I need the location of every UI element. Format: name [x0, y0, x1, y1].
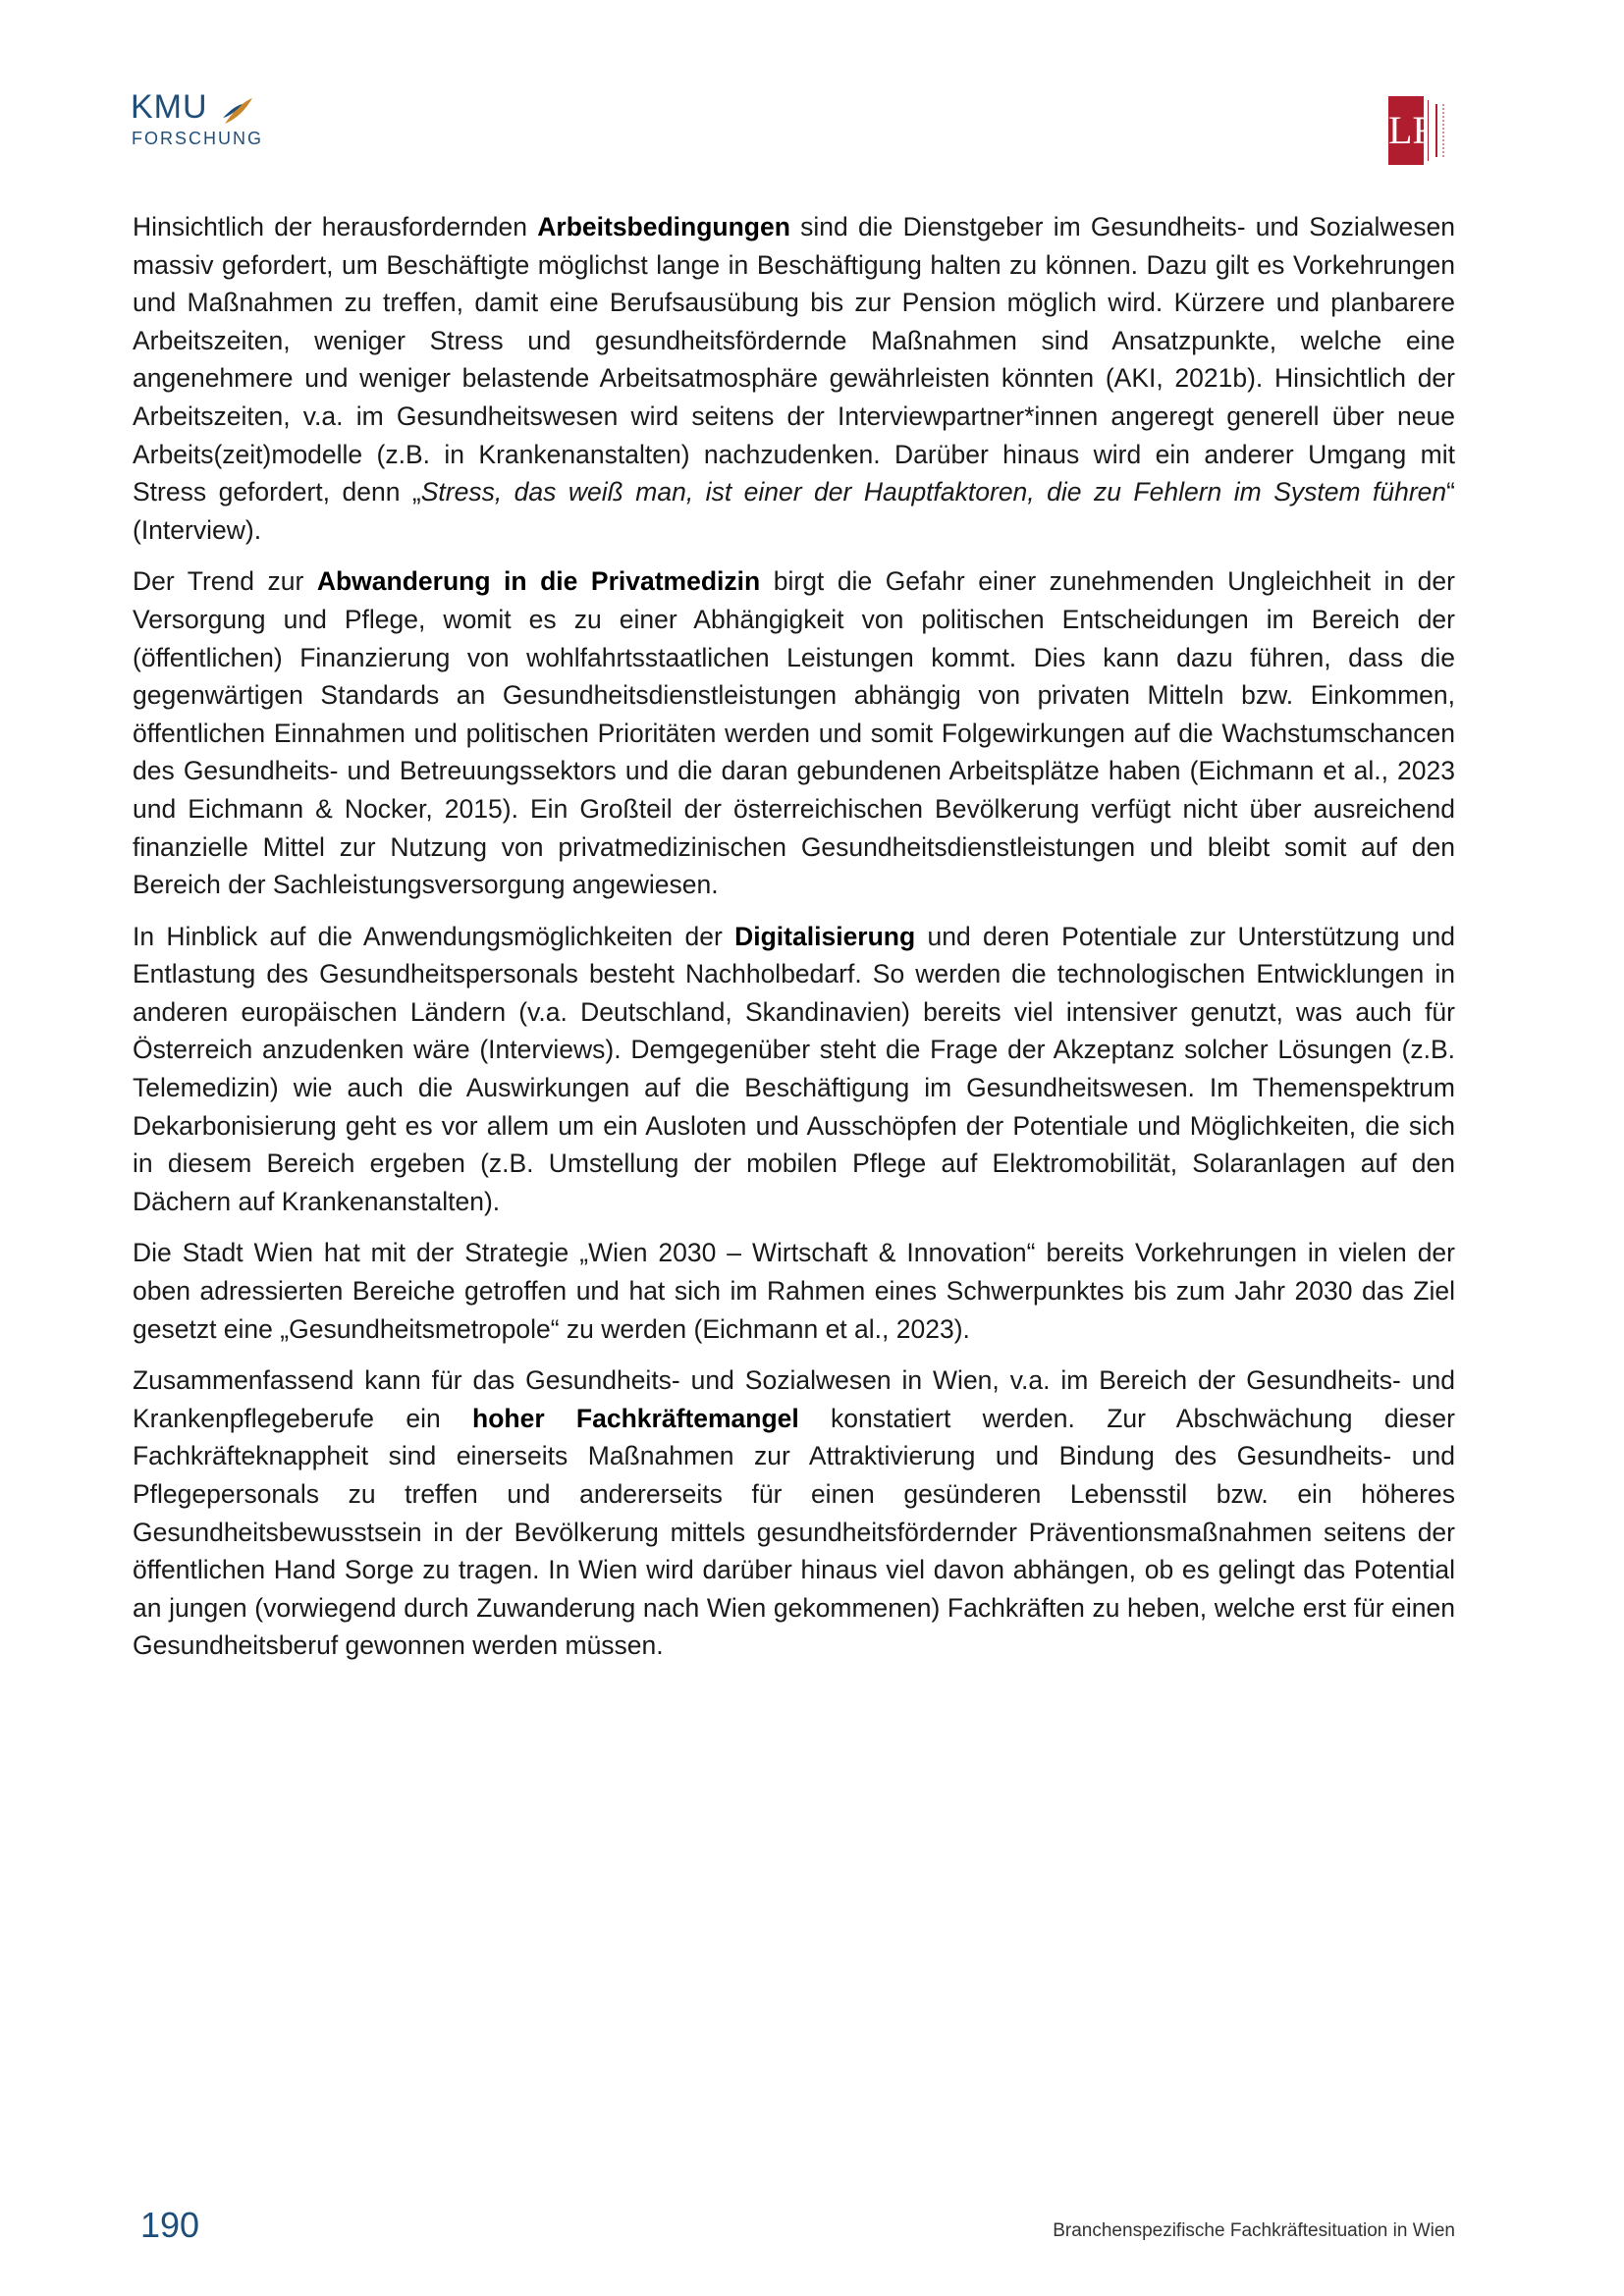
interview-quote: Stress, das weiß man, ist einer der Hauptfaktoren, die zu Fehlern im System führen	[420, 477, 1447, 507]
kmu-forschung-logo	[131, 90, 278, 159]
paragraph-1	[133, 208, 1455, 549]
text-run: konstatiert werden. Zur Abschwächung dieser Fachkräfteknappheit sind einerseits Maßnahmen zur Attraktivierung und Bindung des Gesundheits- und Pflegepersonals zu treffen und andererseits für einen gesünderen Lebensstil bzw. ein höheres Gesundheitsbewusstsein in der Bevölkerung mittels gesundheitsfördernder Präventionsmaßnahmen seitens der öffentlichen Hand Sorge zu tragen. In Wien wird darüber hinaus viel davon abhängen, ob es gelingt das Potential an jungen (vorwiegend durch Zuwanderung nach Wien gekommenen) Fachkräften zu heben, welche erst für einen Gesundheitsberuf gewonnen werden müssen.	[133, 1403, 1455, 1661]
emphasis-term: hoher Fachkräftemangel	[472, 1403, 799, 1433]
text-run: Hinsichtlich der herausfordernden	[133, 212, 538, 241]
kmu-logo-subtitle: FORSCHUNG	[132, 129, 263, 148]
text-run: “ (Interview).	[133, 477, 1455, 545]
lr-sozialforschung-logo	[1388, 96, 1453, 165]
text-run: birgt die Gefahr einer zunehmenden Ungleichheit in der Versorgung und Pflege, womit es zu einer Abhängigkeit von politischen Entscheidungen im Bereich der (öffentlichen) Finanzierung von wohlfahrtsstaatlichen Leistungen kommt. Dies kann dazu führen, dass die gegenwärtigen Standards an Gesundheitsdienstleistungen abhängig von privaten Mitteln bzw. Einkommen, öffentlichen Einnahmen und politischen Prioritäten werden und somit Folgewirkungen auf die Wachstumschancen des Gesundheits- und Betreuungssektors und die daran gebundenen Arbeitsplätze haben (Eichmann et al., 2023 und Eichmann & Nocker, 2015). Ein Großteil der österreichischen Bevölkerung verfügt nicht über ausreichend finanzielle Mittel zur Nutzung von privatmedizinischen Gesundheitsdienstleistungen und bleibt somit auf den Bereich der Sachleistungsversorgung angewiesen.	[133, 566, 1455, 900]
page-number: 190	[140, 2205, 200, 2245]
text-run: Zusammenfassend kann für das Gesundheits- und Sozialwesen in Wien, v.a. im Bereich der Gesundheits- und Krankenpflegeberufe ein	[133, 1365, 1455, 1433]
text-run: sind die Dienstgeber im Gesundheits- und Sozialwesen massiv gefordert, um Beschäftigte möglichst lange in Beschäftigung halten zu können. Dazu gilt es Vorkehrungen und Maßnahmen zu treffen, damit eine Berufsausübung bis zur Pension möglich wird. Kürzere und planbarere Arbeitszeiten, weniger Stress und gesundheitsfördernde Maßnahmen sind Ansatzpunkte, welche eine angenehmere und weniger belastende Arbeitsatmosphäre gewährleisten könnten (AKI, 2021b). Hinsichtlich der Arbeitszeiten, v.a. im Gesundheitswesen wird seitens der Interviewpartner*innen angeregt generell über neue Arbeits(zeit)modelle (z.B. in Krankenanstalten) nachzudenken. Darüber hinaus wird ein anderer Umgang mit Stress gefordert, denn „	[133, 212, 1456, 507]
leaf-icon	[221, 94, 256, 128]
kmu-logo-word: KMU	[131, 88, 208, 126]
text-run: In Hinblick auf die Anwendungsmöglichkeiten der	[133, 921, 735, 951]
lr-logo-side-text-graphic	[1429, 100, 1450, 161]
text-run: Die Stadt Wien hat mit der Strategie „Wien 2030 – Wirtschaft & Innovation“ bereits Vorkehrungen in vielen der oben adressierten Bereiche getroffen und hat sich im Rahmen eines Schwerpunktes bis zum Jahr 2030 das Ziel gesetzt eine „Gesundheitsmetropole“ zu werden (Eichmann et al., 2023).	[133, 1238, 1455, 1344]
emphasis-term: Digitalisierung	[734, 921, 916, 951]
paragraph-5	[133, 1362, 1455, 1665]
emphasis-term: Arbeitsbedingungen	[537, 212, 790, 241]
emphasis-term: Abwanderung in die Privatmedizin	[316, 566, 761, 597]
paragraph-4	[133, 1234, 1455, 1348]
main-text	[133, 208, 1455, 1679]
paragraph-3	[133, 918, 1455, 1221]
text-run: Der Trend zur	[133, 566, 317, 597]
paragraph-2	[133, 562, 1455, 903]
text-run: und deren Potentiale zur Unterstützung und Entlastung des Gesundheitspersonals besteht Nachholbedarf. So werden die technologischen Entwicklungen in anderen europäischen Ländern (v.a. Deutschland, Skandinavien) bereits viel intensiver genutzt, was auch für Österreich anzudenken wäre (Interviews). Demgegenüber steht die Frage der Akzeptanz solcher Lösungen (z.B. Telemedizin) wie auch die Auswirkungen auf die Beschäftigung im Gesundheitswesen. Im Themenspektrum Dekarbonisierung geht es vor allem um ein Ausloten und Ausschöpfen der Potentiale und Möglichkeiten, die sich in diesem Bereich ergeben (z.B. Umstellung der mobilen Pflege auf Elektromobilität, Solaranlagen auf den Dächern auf Krankenanstalten).	[133, 921, 1455, 1216]
lr-logo-letters: LR	[1388, 96, 1424, 165]
running-title: Branchenspezifische Fachkräftesituation in Wien	[1053, 2220, 1455, 2241]
lr-logo-side-mark	[1428, 100, 1450, 161]
